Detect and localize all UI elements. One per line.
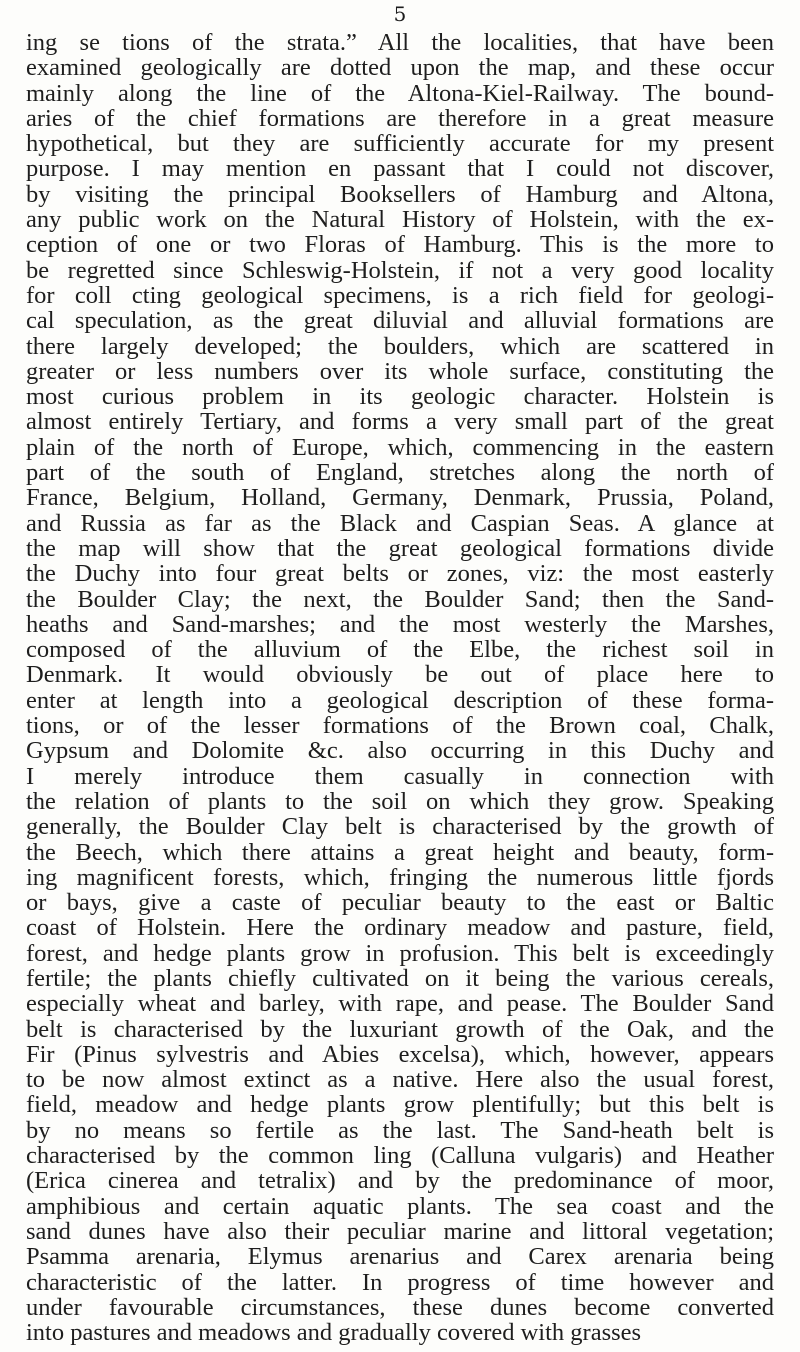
- text-line: characteristic of the latter. In progress of time however and: [26, 1269, 774, 1295]
- text-line: fertile; the plants chiefly cultivated on it being the various cereals,: [26, 965, 774, 992]
- text-line: ing magnificent forests, which, fringing the numerous little fjords: [26, 864, 774, 891]
- text-line: there largely developed; the boulders, which are scattered in: [26, 333, 774, 359]
- text-line: greater or less numbers over its whole surface, constituting the: [26, 358, 774, 385]
- text-line: cal speculation, as the great diluvial and alluvial formations are: [26, 308, 774, 334]
- text-line: mainly along the line of the Altona-Kiel-Railway. The bound-: [26, 80, 774, 106]
- text-line: sand dunes have also their peculiar marine and littoral vegetation;: [26, 1218, 774, 1245]
- text-line: characterised by the common ling (Calluna vulgaris) and Heather: [26, 1143, 774, 1169]
- text-line: by no means so fertile as the last. The Sand-heath belt is: [26, 1117, 774, 1144]
- body-text: [26, 30, 774, 1345]
- text-line: generally, the Boulder Clay belt is characterised by the growth of: [26, 814, 774, 840]
- text-line: (Erica cinerea and tetralix) and by the predominance of moor,: [26, 1168, 774, 1194]
- text-line: field, meadow and hedge plants grow plentifully; but this belt is: [26, 1092, 774, 1118]
- text-line: any public work on the Natural History of Holstein, with the ex-: [26, 207, 774, 233]
- text-line: enter at length into a geological description of these forma-: [26, 687, 774, 714]
- text-line: and Russia as far as the Black and Caspian Seas. A glance at: [26, 510, 774, 536]
- text-line: ception of one or two Floras of Hamburg. This is the more to: [26, 232, 774, 258]
- text-line: heaths and Sand-marshes; and the most westerly the Marshes,: [26, 611, 774, 638]
- text-line: amphibious and certain aquatic plants. The sea coast and the: [26, 1193, 774, 1219]
- text-line: be regretted since Schleswig-Holstein, if not a very good locality: [26, 257, 774, 283]
- text-line: ing se tions of the strata.” All the localities, that have been: [26, 30, 774, 56]
- text-line: almost entirely Tertiary, and forms a very small part of the great: [26, 409, 774, 435]
- text-line: Denmark. It would obviously be out of place here to: [26, 662, 774, 688]
- text-line: France, Belgium, Holland, Germany, Denmark, Prussia, Poland,: [26, 485, 774, 511]
- text-line: the Duchy into four great belts or zones, viz: the most easterly: [26, 561, 774, 587]
- text-line: by visiting the principal Booksellers of Hamburg and Altona,: [26, 181, 774, 208]
- text-line: the Beech, which there attains a great height and beauty, form-: [26, 839, 774, 865]
- text-line: most curious problem in its geologic character. Holstein is: [26, 384, 774, 410]
- text-line: hypothetical, but they are sufficiently accurate for my present: [26, 131, 774, 157]
- text-line: under favourable circumstances, these dunes become converted: [26, 1294, 774, 1321]
- text-line: Psamma arenaria, Elymus arenarius and Carex arenaria being: [26, 1244, 774, 1270]
- text-line: purpose. I may mention en passant that I could not discover,: [26, 156, 774, 182]
- text-line: or bays, give a caste of peculiar beauty to the east or Baltic: [26, 890, 774, 916]
- page-number: 5: [393, 2, 407, 26]
- text-line: tions, or of the lesser formations of the Brown coal, Chalk,: [26, 713, 774, 739]
- text-line: forest, and hedge plants grow in profusion. This belt is exceedingly: [26, 940, 774, 966]
- text-line: composed of the alluvium of the Elbe, the richest soil in: [26, 637, 774, 663]
- text-line: to be now almost extinct as a native. Here also the usual forest,: [26, 1067, 774, 1093]
- text-line: Gypsum and Dolomite &c. also occurring in this Duchy and: [26, 738, 774, 764]
- text-line: the Boulder Clay; the next, the Boulder Sand; then the Sand-: [26, 586, 774, 612]
- text-line: I merely introduce them casually in connection with: [26, 763, 774, 789]
- text-line: especially wheat and barley, with rape, and pease. The Boulder Sand: [26, 991, 774, 1017]
- text-line: part of the south of England, stretches along the north of: [26, 460, 774, 486]
- text-line: examined geologically are dotted upon the map, and these occur: [26, 55, 774, 81]
- text-line: Fir (Pinus sylvestris and Abies excelsa), which, however, appears: [26, 1041, 774, 1068]
- text-line: the map will show that the great geological formations divide: [26, 535, 774, 562]
- text-line: belt is characterised by the luxuriant growth of the Oak, and the: [26, 1016, 774, 1042]
- text-line: the relation of plants to the soil on which they grow. Speaking: [26, 788, 774, 815]
- text-line: aries of the chief formations are therefore in a great measure: [26, 105, 774, 132]
- text-line: coast of Holstein. Here the ordinary meadow and pasture, field,: [26, 915, 774, 941]
- text-line: into pastures and meadows and gradually covered with grasses: [26, 1320, 642, 1346]
- text-line: plain of the north of Europe, which, commencing in the eastern: [26, 434, 774, 461]
- text-line: for coll cting geological specimens, is a rich field for geologi-: [26, 282, 774, 309]
